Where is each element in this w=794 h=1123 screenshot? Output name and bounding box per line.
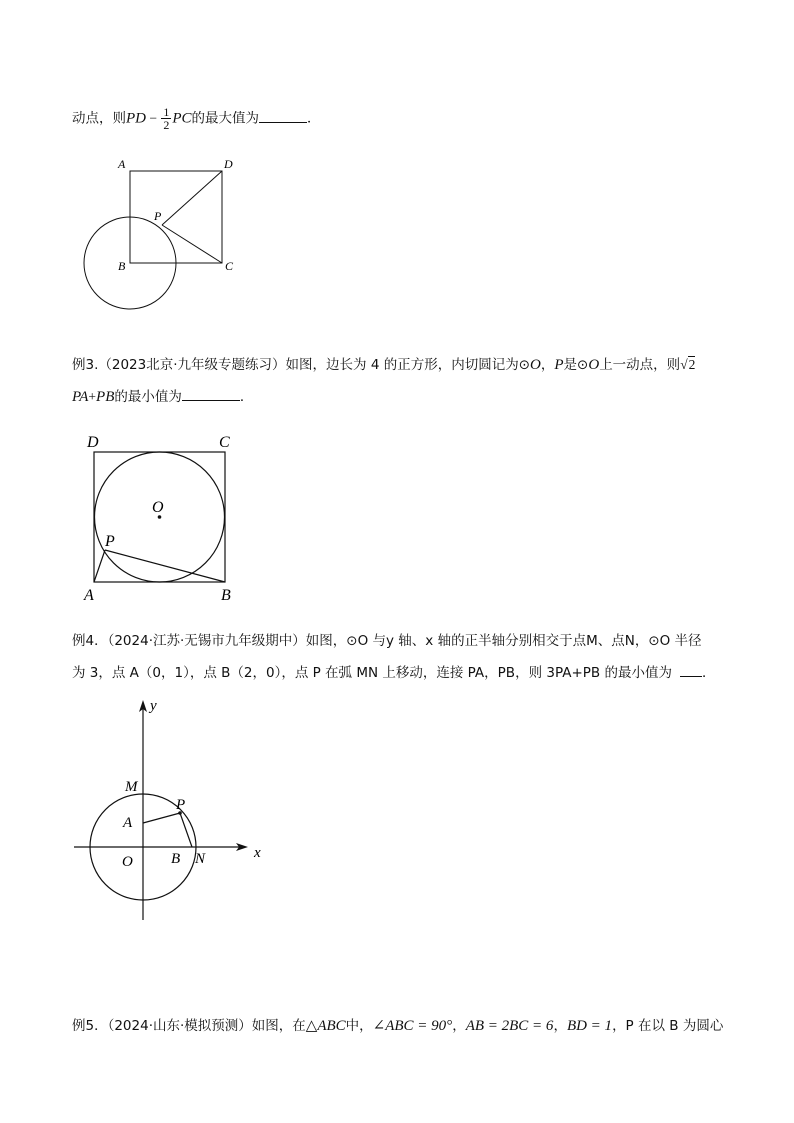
label-P: P: [176, 797, 186, 813]
figure-square-incircle: [80, 430, 250, 608]
fraction-half: $\frac{1}{2}$: [163, 105, 170, 132]
answer-blank: [680, 664, 702, 677]
label-A: A: [118, 157, 126, 171]
example-4-line-2: 为 3，点 A（0，1），点 B（2，0），点 P 在弧 MN 上移动，连接 PA，PB，则 3PA+PB 的最小值为 ．: [72, 665, 716, 681]
label-A: A: [84, 587, 94, 604]
label-C: C: [225, 259, 234, 273]
label-B: B: [118, 259, 126, 273]
example-4-line-1: 例4．（2024·江苏·无锡市九年级期中）如图，⊙O 与y 轴、x 轴的正半轴分别相交于点M、点N，⊙O 半径: [72, 633, 702, 649]
label-O: O: [122, 854, 133, 870]
label-B: B: [171, 851, 181, 867]
label-P: P: [105, 533, 115, 550]
answer-blank: [182, 388, 240, 401]
label-B: B: [221, 587, 231, 604]
example-3-line-1: 例3.（2023北京·九年级专题练习）如图，边长为 4 的正方形，内切圆记为⊙O，P是⊙O上一动点，则√2: [72, 357, 696, 373]
label-D: D: [87, 434, 99, 451]
var-pd: PD: [126, 110, 146, 127]
problem-text-line: 动点，则PD − $\frac{1}{2}$ PC的最大值为 ．: [72, 105, 321, 132]
label-y: y: [150, 698, 157, 714]
minus-sign: −: [146, 110, 161, 126]
label-A: A: [123, 815, 133, 831]
label-x: x: [254, 845, 261, 861]
answer-blank: [259, 110, 307, 123]
label-C: C: [219, 434, 230, 451]
figure-square-circle-1: [76, 150, 246, 310]
label-D: D: [224, 157, 233, 171]
label-N: N: [195, 851, 206, 867]
example-5-line-1: 例5．（2024·山东·模拟预测）如图，在△ABC中，∠ABC = 90°，AB = 2BC = 6，BD = 1，P 在以 B 为圆心: [72, 1018, 724, 1034]
sqrt-expression: √2: [680, 357, 696, 372]
label-O: O: [152, 499, 164, 516]
example-3-line-2: PA+PB的最小值为 ．: [72, 389, 254, 405]
text-suffix: 的最大值为: [191, 110, 260, 127]
label-P: P: [154, 209, 162, 223]
label-M: M: [125, 779, 138, 795]
var-pc: PC: [172, 110, 192, 127]
figure-coordinate-circle: [70, 690, 280, 930]
text-prefix: 动点，则: [72, 110, 126, 127]
